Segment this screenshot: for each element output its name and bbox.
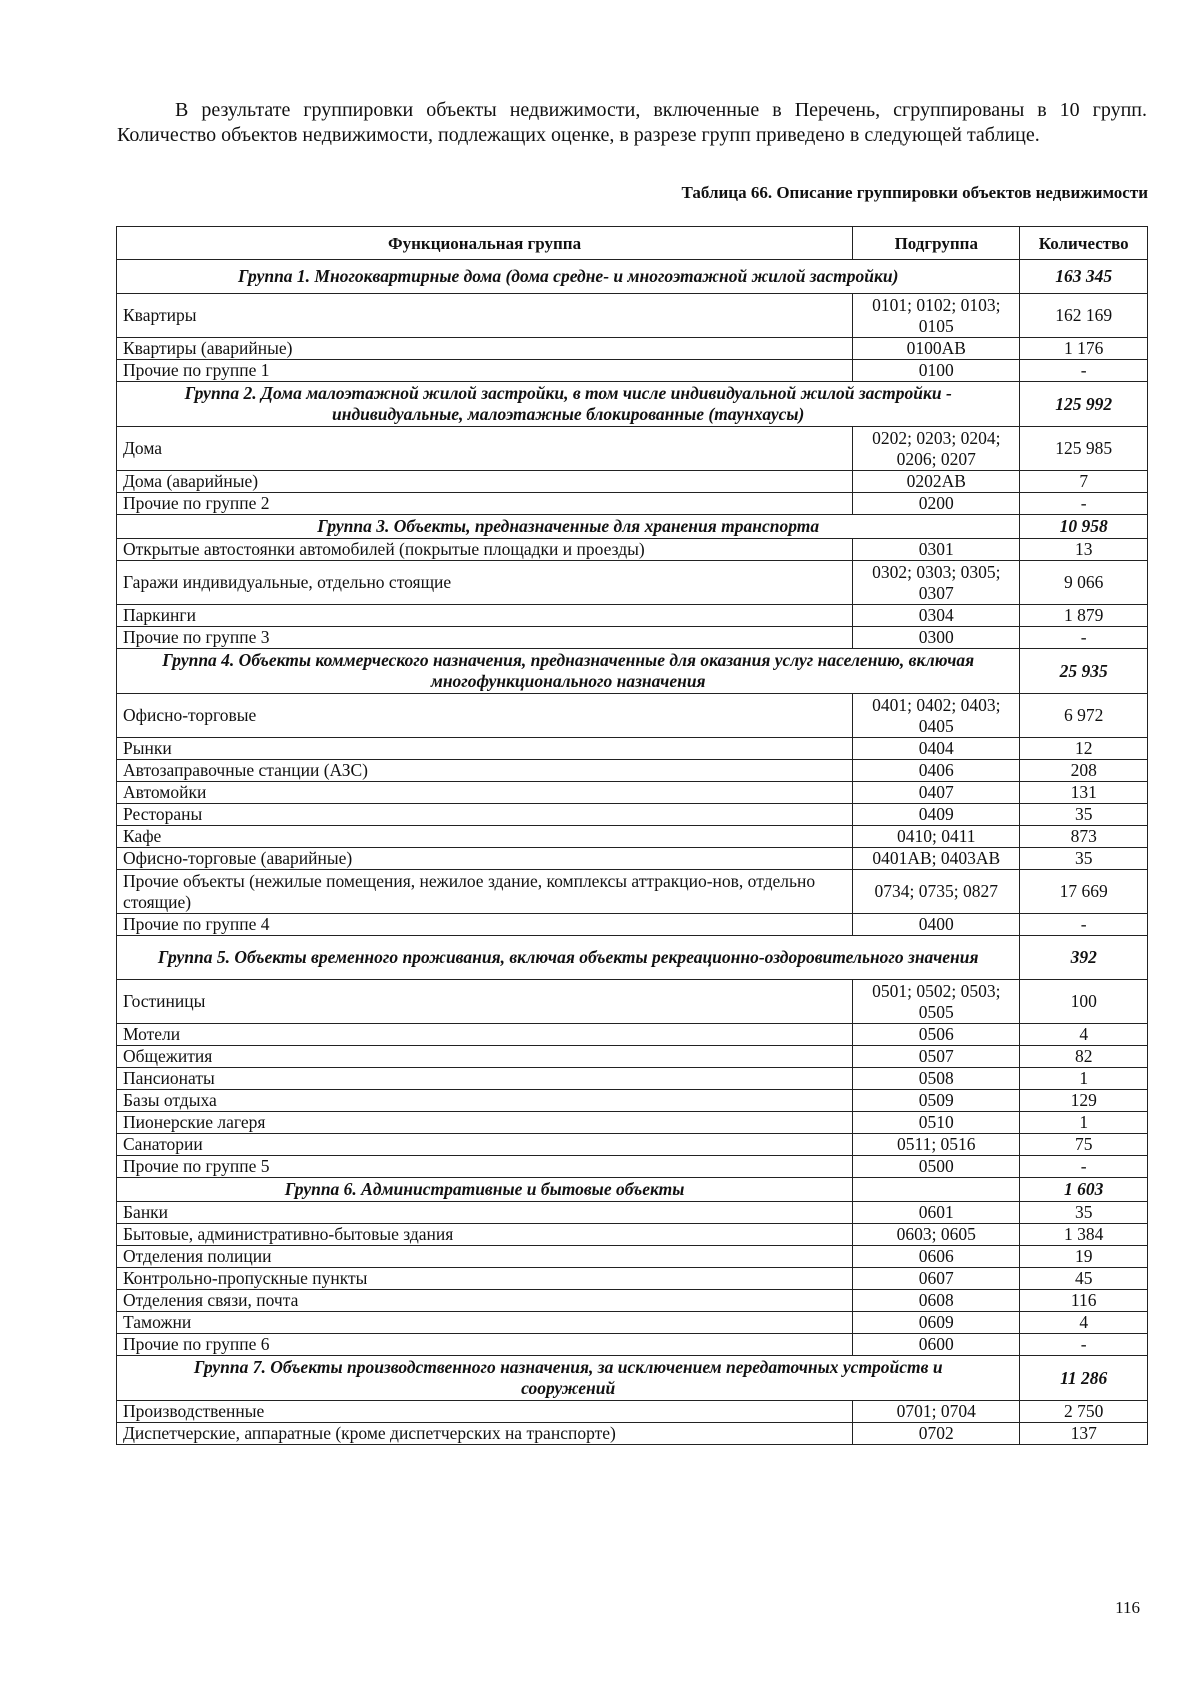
object-count: 162 169 [1020, 294, 1148, 338]
table-row [117, 561, 1148, 605]
table-row [117, 1068, 1148, 1090]
group-title: Группа 4. Объекты коммерческого назначения, предназначенные для оказания услуг населению, включая многофункционального назначения [117, 649, 1020, 694]
object-count: 1 384 [1020, 1224, 1148, 1246]
subgroup-code: 0734; 0735; 0827 [853, 870, 1020, 914]
table-row [117, 1156, 1148, 1178]
table-caption: Таблица 66. Описание группировки объектов недвижимости [681, 183, 1148, 202]
table-row [117, 427, 1148, 471]
subgroup-code: 0608 [853, 1290, 1020, 1312]
table-row [117, 1290, 1148, 1312]
object-name: Прочие по группе 5 [117, 1156, 853, 1178]
subgroup-code: 0100АВ [853, 338, 1020, 360]
object-name: Прочие по группе 1 [117, 360, 853, 382]
group-title: Группа 3. Объекты, предназначенные для хранения транспорта [117, 515, 1020, 539]
group-subgroup-empty [853, 1178, 1020, 1202]
object-count: 35 [1020, 804, 1148, 826]
object-count: - [1020, 1156, 1148, 1178]
table-row [117, 826, 1148, 848]
subgroup-code: 0401; 0402; 0403; 0405 [853, 694, 1020, 738]
object-name: Офисно-торговые (аварийные) [117, 848, 853, 870]
table-row [117, 360, 1148, 382]
table-row [117, 338, 1148, 360]
subgroup-code: 0406 [853, 760, 1020, 782]
object-name: Диспетчерские, аппаратные (кроме диспетчерских на транспорте) [117, 1423, 853, 1445]
table-row [117, 738, 1148, 760]
table-row [117, 471, 1148, 493]
table-row [117, 627, 1148, 649]
object-name: Базы отдыха [117, 1090, 853, 1112]
object-name: Квартиры [117, 294, 853, 338]
group-count: 25 935 [1020, 649, 1148, 694]
object-name: Гостиницы [117, 980, 853, 1024]
object-count: 2 750 [1020, 1401, 1148, 1423]
object-name: Офисно-торговые [117, 694, 853, 738]
object-count: 7 [1020, 471, 1148, 493]
object-count: - [1020, 627, 1148, 649]
group-row [117, 382, 1148, 427]
object-name: Контрольно-пропускные пункты [117, 1268, 853, 1290]
group-title: Группа 2. Дома малоэтажной жилой застройки, в том числе индивидуальной жилой застройки - индивидуальные, малоэтажные блокированные (таунхаусы) [117, 382, 1020, 427]
object-count: 1 [1020, 1112, 1148, 1134]
object-count: 208 [1020, 760, 1148, 782]
object-name: Автозаправочные станции (АЗС) [117, 760, 853, 782]
object-count: 9 066 [1020, 561, 1148, 605]
object-count: 17 669 [1020, 870, 1148, 914]
object-name: Дома [117, 427, 853, 471]
object-name: Дома (аварийные) [117, 471, 853, 493]
table-row [117, 1202, 1148, 1224]
header-functional-group: Функциональная группа [117, 227, 853, 260]
group-title: Группа 6. Административные и бытовые объекты [117, 1178, 853, 1202]
subgroup-code: 0606 [853, 1246, 1020, 1268]
object-count: 4 [1020, 1312, 1148, 1334]
subgroup-code: 0101; 0102; 0103; 0105 [853, 294, 1020, 338]
group-count: 392 [1020, 936, 1148, 980]
table-row [117, 760, 1148, 782]
group-row [117, 260, 1148, 294]
table-row [117, 914, 1148, 936]
table-row [117, 782, 1148, 804]
object-count: 82 [1020, 1046, 1148, 1068]
header-subgroup: Подгруппа [853, 227, 1020, 260]
object-count: - [1020, 493, 1148, 515]
object-name: Санатории [117, 1134, 853, 1156]
object-name: Прочие по группе 3 [117, 627, 853, 649]
group-title: Группа 7. Объекты производственного назначения, за исключением передаточных устройств и сооружений [117, 1356, 1020, 1401]
subgroup-code: 0202АВ [853, 471, 1020, 493]
group-row [117, 1178, 1148, 1202]
group-row [117, 936, 1148, 980]
table-row [117, 694, 1148, 738]
object-name: Отделения полиции [117, 1246, 853, 1268]
table-row [117, 1268, 1148, 1290]
table-row [117, 804, 1148, 826]
intro-text: В результате группировки объекты недвижимости, включенные в Перечень, сгруппированы в 10 групп. Количество объектов недвижимости, подлежащих оценке, в разрезе групп приведено в следующей таблице. [117, 99, 1147, 146]
group-count: 163 345 [1020, 260, 1148, 294]
object-name: Пионерские лагеря [117, 1112, 853, 1134]
group-count: 1 603 [1020, 1178, 1148, 1202]
table-row [117, 1134, 1148, 1156]
object-count: 100 [1020, 980, 1148, 1024]
object-name: Прочие по группе 2 [117, 493, 853, 515]
object-count: 125 985 [1020, 427, 1148, 471]
subgroup-code: 0507 [853, 1046, 1020, 1068]
object-count: - [1020, 914, 1148, 936]
table-header-row [117, 227, 1148, 260]
table-row [117, 294, 1148, 338]
object-count: 129 [1020, 1090, 1148, 1112]
object-count: 1 879 [1020, 605, 1148, 627]
object-count: - [1020, 1334, 1148, 1356]
object-name: Паркинги [117, 605, 853, 627]
object-count: 4 [1020, 1024, 1148, 1046]
table-row [117, 1046, 1148, 1068]
object-name: Квартиры (аварийные) [117, 338, 853, 360]
subgroup-code: 0202; 0203; 0204; 0206; 0207 [853, 427, 1020, 471]
subgroup-code: 0407 [853, 782, 1020, 804]
object-count: 116 [1020, 1290, 1148, 1312]
subgroup-code: 0304 [853, 605, 1020, 627]
table-row [117, 980, 1148, 1024]
table-row [117, 1246, 1148, 1268]
object-name: Автомойки [117, 782, 853, 804]
group-title: Группа 1. Многоквартирные дома (дома средне- и многоэтажной жилой застройки) [117, 260, 1020, 294]
subgroup-code: 0511; 0516 [853, 1134, 1020, 1156]
header-count: Количество [1020, 227, 1148, 260]
group-row [117, 1356, 1148, 1401]
object-name: Пансионаты [117, 1068, 853, 1090]
group-count: 10 958 [1020, 515, 1148, 539]
table-row [117, 1024, 1148, 1046]
grouping-table [116, 226, 1148, 1445]
table-row [117, 1224, 1148, 1246]
object-name: Таможни [117, 1312, 853, 1334]
table-row [117, 1423, 1148, 1445]
object-name: Производственные [117, 1401, 853, 1423]
table-row [117, 848, 1148, 870]
object-name: Рынки [117, 738, 853, 760]
subgroup-code: 0500 [853, 1156, 1020, 1178]
subgroup-code: 0100 [853, 360, 1020, 382]
table-row [117, 605, 1148, 627]
group-row [117, 515, 1148, 539]
table-row [117, 1312, 1148, 1334]
subgroup-code: 0301 [853, 539, 1020, 561]
subgroup-code: 0607 [853, 1268, 1020, 1290]
subgroup-code: 0506 [853, 1024, 1020, 1046]
table-row [117, 1334, 1148, 1356]
subgroup-code: 0510 [853, 1112, 1020, 1134]
subgroup-code: 0600 [853, 1334, 1020, 1356]
object-name: Гаражи индивидуальные, отдельно стоящие [117, 561, 853, 605]
group-row [117, 649, 1148, 694]
object-count: 12 [1020, 738, 1148, 760]
table-body [117, 260, 1148, 1445]
object-count: 35 [1020, 1202, 1148, 1224]
object-count: 1 [1020, 1068, 1148, 1090]
subgroup-code: 0609 [853, 1312, 1020, 1334]
subgroup-code: 0401АВ; 0403АВ [853, 848, 1020, 870]
subgroup-code: 0501; 0502; 0503; 0505 [853, 980, 1020, 1024]
object-name: Прочие по группе 4 [117, 914, 853, 936]
object-count: 19 [1020, 1246, 1148, 1268]
object-name: Рестораны [117, 804, 853, 826]
subgroup-code: 0603; 0605 [853, 1224, 1020, 1246]
subgroup-code: 0601 [853, 1202, 1020, 1224]
object-name: Общежития [117, 1046, 853, 1068]
group-title: Группа 5. Объекты временного проживания, включая объекты рекреационно-оздоровительного значения [117, 936, 1020, 980]
subgroup-code: 0410; 0411 [853, 826, 1020, 848]
table-row [117, 1401, 1148, 1423]
object-name: Открытые автостоянки автомобилей (покрытые площадки и проезды) [117, 539, 853, 561]
table-row [117, 539, 1148, 561]
subgroup-code: 0404 [853, 738, 1020, 760]
table-row [117, 493, 1148, 515]
table-row [117, 1090, 1148, 1112]
object-count: 13 [1020, 539, 1148, 561]
subgroup-code: 0701; 0704 [853, 1401, 1020, 1423]
group-count: 125 992 [1020, 382, 1148, 427]
object-name: Прочие по группе 6 [117, 1334, 853, 1356]
subgroup-code: 0200 [853, 493, 1020, 515]
table-row [117, 870, 1148, 914]
object-count: 35 [1020, 848, 1148, 870]
object-name: Банки [117, 1202, 853, 1224]
object-count: 6 972 [1020, 694, 1148, 738]
subgroup-code: 0509 [853, 1090, 1020, 1112]
object-count: 45 [1020, 1268, 1148, 1290]
subgroup-code: 0302; 0303; 0305; 0307 [853, 561, 1020, 605]
table-row [117, 1112, 1148, 1134]
object-count: 137 [1020, 1423, 1148, 1445]
intro-paragraph [117, 98, 1147, 148]
subgroup-code: 0409 [853, 804, 1020, 826]
object-count: 131 [1020, 782, 1148, 804]
object-name: Бытовые, административно-бытовые здания [117, 1224, 853, 1246]
object-name: Мотели [117, 1024, 853, 1046]
object-count: 75 [1020, 1134, 1148, 1156]
object-count: 873 [1020, 826, 1148, 848]
subgroup-code: 0508 [853, 1068, 1020, 1090]
subgroup-code: 0702 [853, 1423, 1020, 1445]
object-name: Прочие объекты (нежилые помещения, нежилое здание, комплексы аттракцио-нов, отдельно стоящие) [117, 870, 853, 914]
object-name: Отделения связи, почта [117, 1290, 853, 1312]
object-name: Кафе [117, 826, 853, 848]
page-number: 116 [1115, 1598, 1140, 1617]
object-count: - [1020, 360, 1148, 382]
group-count: 11 286 [1020, 1356, 1148, 1401]
object-count: 1 176 [1020, 338, 1148, 360]
subgroup-code: 0400 [853, 914, 1020, 936]
subgroup-code: 0300 [853, 627, 1020, 649]
